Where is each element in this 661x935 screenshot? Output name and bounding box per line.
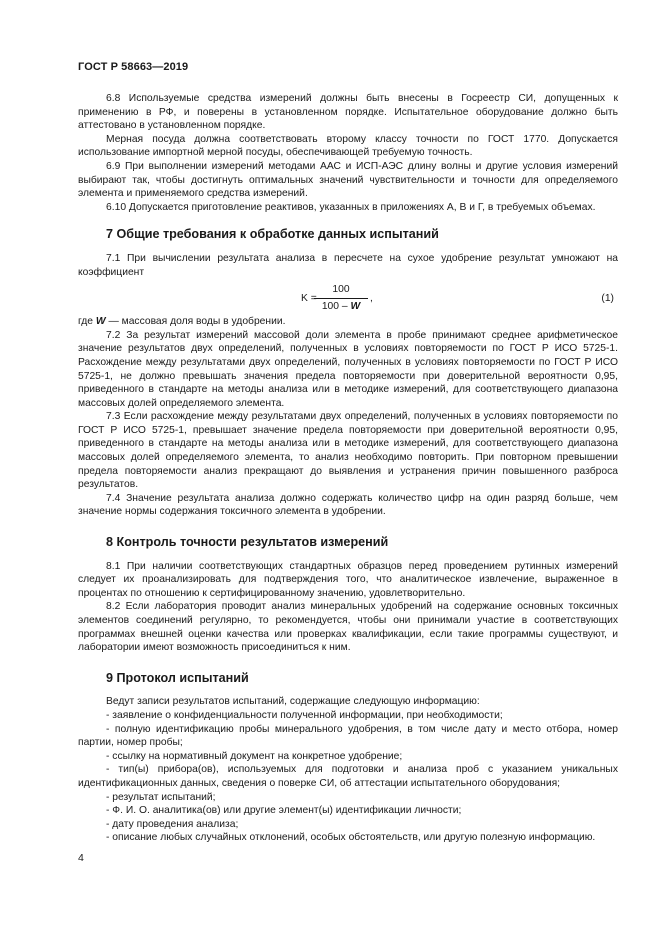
standard-header: ГОСТ Р 58663—2019 bbox=[78, 61, 189, 73]
paragraph-6-8: 6.8 Используемые средства измерений должны быть внесены в Госреестр СИ, допущенных к применению в РФ, и поверены в установленном порядке. Испытательное оборудование должно быть аттестовано в установленном порядке. bbox=[78, 93, 618, 132]
paragraph-7-3: 7.3 Если расхождение между результатами двух определений, полученных в условиях повторяемости по ГОСТ Р ИСО 5725-1, превышает значение предела повторяемости при доверительной вероятности 0,95, приведенного в стандарте на методы анализа или в методике измерений, для соответствующего диапазона массовых долей определяемого элемента, то анализ необходимо повторить. При повторном превышении предела повторяемости анализ прекращают до выявления и устранения причин повышенного разброса результатов. bbox=[78, 411, 618, 491]
formula-numerator: 100 bbox=[314, 283, 368, 299]
paragraph-8-2: 8.2 Если лаборатория проводит анализ минеральных удобрений на содержание основных токсичных элементов соединений регулярно, то рекомендуется, чтобы они принимали участие в соответствующих программах внешней оценки качества или проверках квалификации, если такие программы существуют, и лаборатории имеют возможность присоединиться к ним. bbox=[78, 601, 618, 654]
paragraph-6-8-glassware: Мерная посуда должна соответствовать второму классу точности по ГОСТ 1770. Допускается использование импортной мерной посуды, обеспечивающей требуемую точность. bbox=[78, 133, 618, 159]
where-text: — массовая доля воды в удобрении. bbox=[105, 316, 286, 328]
section-7-heading: 7 Общие требования к обработке данных испытаний bbox=[106, 227, 439, 242]
formula-denominator-variable: W bbox=[350, 300, 361, 312]
formula-1 bbox=[78, 283, 618, 313]
paragraph-7-2: 7.2 За результат измерений массовой доли элемента в пробе принимают среднее арифметическое значение результатов двух определений, полученных в условиях повторяемости по ГОСТ Р ИСО 5725-1. Расхождение между результатами двух определений, полученных в условиях повторяемости по ГОСТ Р ИСО 5725-1, не должно превышать значения предела повторяемости при доверительной вероятности 0,95, приведенного в стандарте на методы анализа или в методике измерений, для соответствующего диапазона массовых долей определяемого элемента. bbox=[78, 329, 618, 409]
paragraph-6-9: 6.9 При выполнении измерений методами ААС и ИСП-АЭС длину волны и другие условия измерений выбирают так, чтобы достигнуть оптимальных значений чувствительности и точности для определяемого элемента и применяемого средства измерений. bbox=[78, 160, 618, 200]
page-body bbox=[78, 92, 618, 845]
formula-denominator-prefix: 100 – bbox=[321, 300, 351, 312]
paragraph-6-10: 6.10 Допускается приготовление реактивов, указанных в приложениях А, В и Г, в требуемых объемах. bbox=[106, 201, 596, 213]
formula-comma: , bbox=[370, 293, 373, 305]
section-9-heading: 9 Протокол испытаний bbox=[106, 670, 249, 685]
formula-denominator bbox=[314, 299, 368, 314]
list-item: - заявление о конфиденциальности полученной информации, при необходимости; bbox=[106, 709, 503, 721]
list-item: - Ф. И. О. аналитика(ов) или другие элемент(ы) идентификации личности; bbox=[106, 805, 462, 817]
formula-where-clause bbox=[78, 315, 618, 329]
list-item: - тип(ы) прибора(ов), используемых для подготовки и анализа проб с указанием уникальных идентификационных данных, сведения о поверке СИ, об аттестации испытательного оборудования; bbox=[78, 764, 618, 789]
paragraph-7-4: 7.4 Значение результата анализа должно содержать количество цифр на один разряд больше, чем значение нормы содержания токсичного элемента в удобрении. bbox=[78, 492, 618, 518]
paragraph-8-1: 8.1 При наличии соответствующих стандартных образцов перед проведением рутинных измерений следует их проанализировать для подтверждения того, что аналитическое извлечение, выраженное в процентах по отношению к сертифицированному значению, удовлетворительно. bbox=[78, 560, 618, 599]
list-item: - результат испытаний; bbox=[106, 791, 216, 803]
section-8-heading: 8 Контроль точности результатов измерений bbox=[106, 535, 389, 550]
formula-fraction bbox=[314, 283, 368, 313]
formula-lhs: K = bbox=[301, 293, 317, 305]
section-9-intro: Ведут записи результатов испытаний, содержащие следующую информацию: bbox=[106, 696, 480, 708]
where-prefix: где bbox=[78, 316, 96, 328]
paragraph-7-1: 7.1 При вычислении результата анализа в пересчете на сухое удобрение результат умножают на коэффициент bbox=[78, 252, 618, 278]
list-item: - полную идентификацию пробы минерального удобрения, в том числе дату и место отбора, номер партии, номер пробы; bbox=[78, 723, 618, 749]
list-item: - описание любых случайных отклонений, особых обстоятельств, или другую полезную информацию. bbox=[106, 832, 596, 844]
page-number: 4 bbox=[78, 852, 84, 864]
list-item: - дату проведения анализа; bbox=[106, 818, 239, 830]
formula-number: (1) bbox=[601, 293, 614, 305]
where-variable: W bbox=[95, 316, 106, 328]
list-item: - ссылку на нормативный документ на конкретное удобрение; bbox=[106, 750, 403, 762]
